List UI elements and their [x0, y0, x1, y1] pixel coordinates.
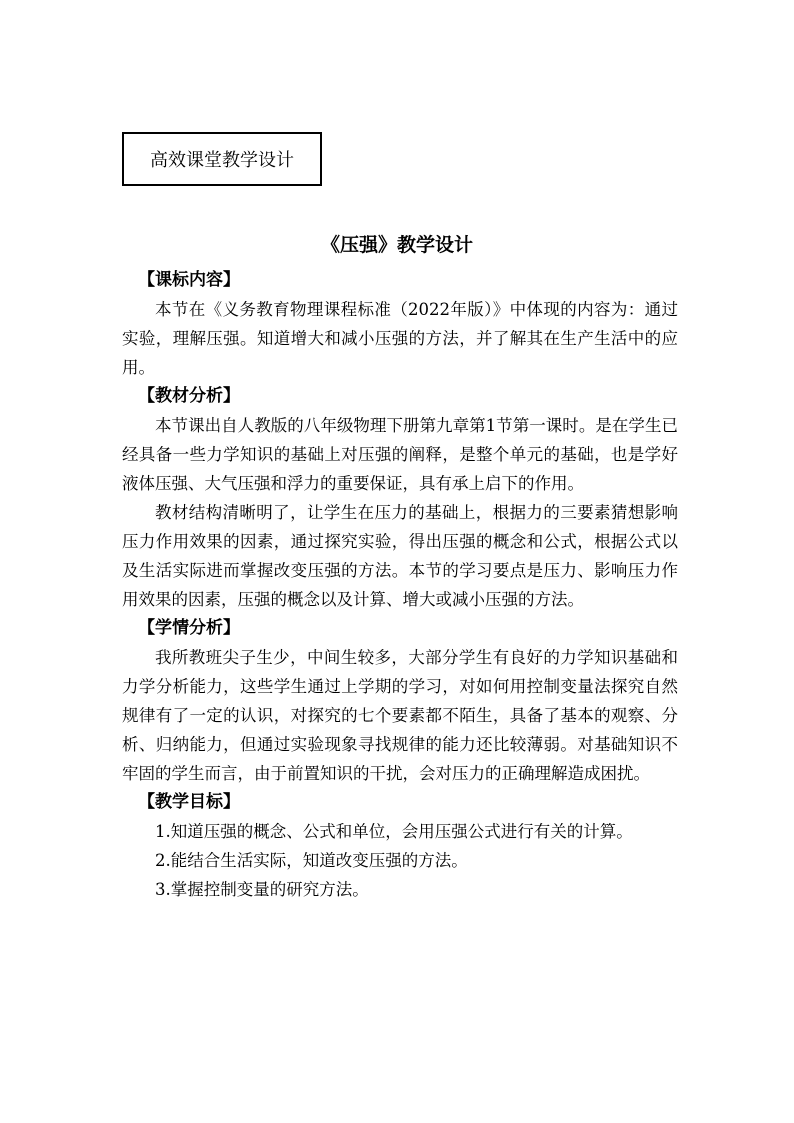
section-heading-goals: 【教学目标】: [138, 792, 240, 812]
goal-item-3: 3.掌握控制变量的研究方法。: [155, 880, 369, 899]
curriculum-paragraph: 本节在《义务教育物理课程标准（2022年版）》中体现的内容为：通过实验，理解压强。知道增大和减小压强的方法，并了解其在生产生活中的应用。: [122, 300, 678, 377]
goal-item-2: 2.能结合生活实际，知道改变压强的方法。: [155, 851, 468, 870]
section-heading-textbook: 【教材分析】: [138, 386, 240, 406]
document-label-box: [122, 132, 322, 186]
textbook-paragraph-2: 教材结构清晰明了，让学生在压力的基础上，根据力的三要素猜想影响压力作用效果的因素，通过探究实验，得出压强的概念和公式，根据公式以及生活实际进而掌握改变压强的方法。本节的学习要点是压力、影响压力作用效果的因素，压强的概念以及计算、增大或减小压强的方法。: [122, 503, 678, 609]
section-heading-curriculum: 【课标内容】: [138, 270, 240, 290]
goal-item-1: 1.知道压强的概念、公式和单位，会用压强公式进行有关的计算。: [155, 822, 633, 841]
textbook-paragraph-1: 本节课出自人教版的八年级物理下册第九章第1节第一课时。是在学生已经具备一些力学知识的基础上对压强的阐释，是整个单元的基础，也是学好液体压强、大气压强和浮力的重要保证，具有承上启下的作用。: [122, 416, 678, 493]
students-paragraph: 我所教班尖子生少，中间生较多，大部分学生有良好的力学知识基础和力学分析能力，这些学生通过上学期的学习，对如何用控制变量法探究自然规律有了一定的认识，对探究的七个要素都不陌生，具备了基本的观察、分析、归纳能力，但通过实验现象寻找规律的能力还比较薄弱。对基础知识不牢固的学生而言，由于前置知识的干扰，会对压力的正确理解造成困扰。: [122, 648, 678, 783]
section-heading-students: 【学情分析】: [138, 618, 240, 638]
document-body: [122, 266, 678, 904]
document-title: 《压强》教学设计: [320, 234, 473, 256]
document-label-text: 高效课堂教学设计: [150, 150, 294, 171]
